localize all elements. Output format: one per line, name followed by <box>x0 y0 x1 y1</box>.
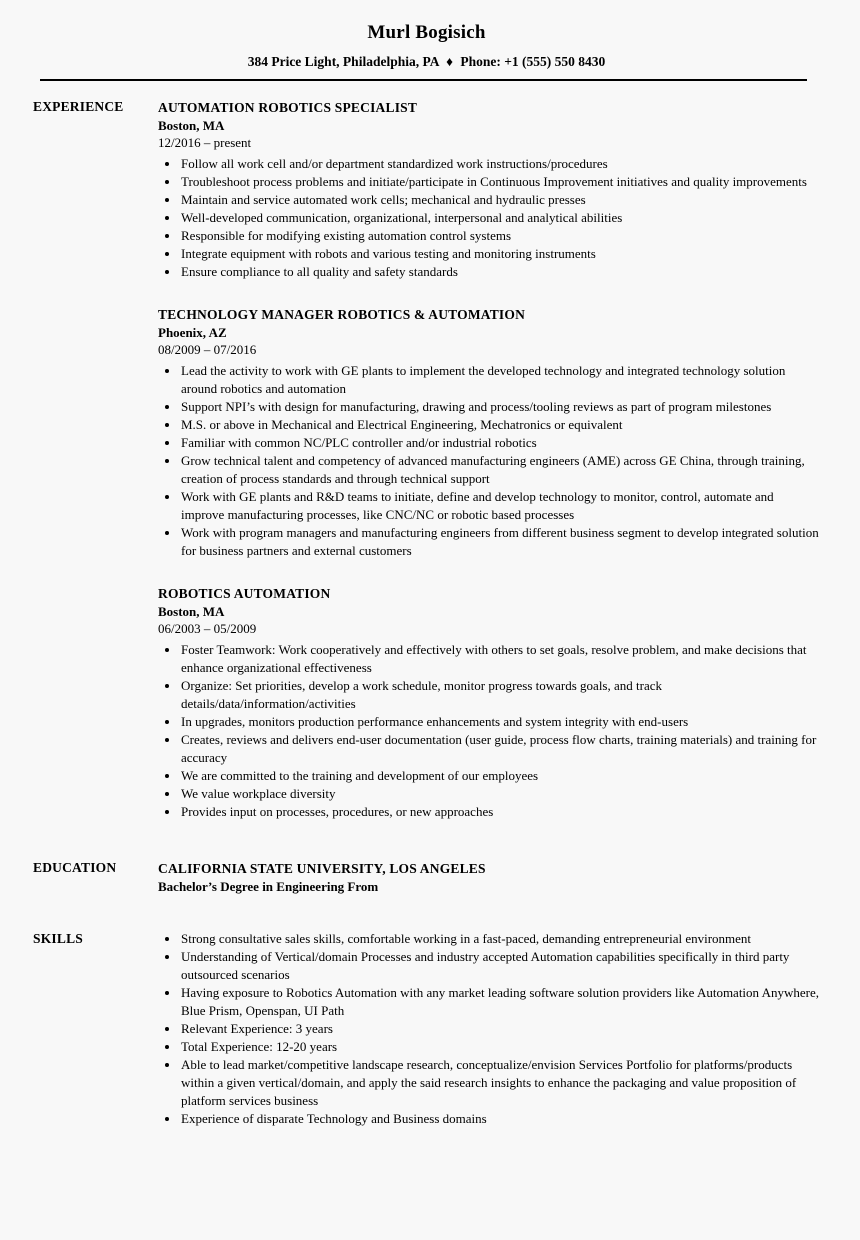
bullet-item: • Maintain and service automated work cells; mechanical and hydraulic presses <box>180 191 820 209</box>
job-dates: 12/2016 – present <box>158 135 252 150</box>
job-location: Boston, MA <box>158 604 225 619</box>
job-dates: 08/2009 – 07/2016 <box>158 342 257 357</box>
job-title: ROBOTICS AUTOMATION <box>158 586 331 601</box>
bullet-item: • M.S. or above in Mechanical and Electrical Engineering, Mechatronics or equivalent <box>180 416 820 434</box>
header-divider <box>40 79 807 81</box>
job-bullet-list <box>158 641 820 821</box>
job-bullet-list <box>158 155 820 281</box>
contact-phone: Phone: +1 (555) 550 8430 <box>460 54 606 69</box>
bullet-item: • Creates, reviews and delivers end-user documentation (user guide, process flow charts, training materials) and training for accuracy <box>180 731 820 767</box>
bullet-item: • Troubleshoot process problems and initiate/participate in Continuous Improvement initiatives and quality improvements <box>180 173 820 191</box>
bullet-item: • Follow all work cell and/or department standardized work instructions/procedures <box>180 155 820 173</box>
job-entry-2 <box>158 305 820 560</box>
job-bullet-list <box>158 362 820 560</box>
education-label: EDUCATION <box>33 860 117 875</box>
bullet-item: • Relevant Experience: 3 years <box>180 1020 820 1038</box>
bullet-item: • Work with GE plants and R&D teams to initiate, define and develop technology to monitor, control, automate and improve manufacturing processes, like CNC/NC or robotic based processes <box>180 488 820 524</box>
school-name: CALIFORNIA STATE UNIVERSITY, LOS ANGELES <box>158 861 486 876</box>
job-entry-1 <box>158 98 820 281</box>
bullet-item: • Lead the activity to work with GE plants to implement the developed technology and integrated technology solution around robotics and automation <box>180 362 820 398</box>
candidate-name: Murl Bogisich <box>367 22 486 43</box>
skills-section <box>33 930 820 1128</box>
bullet-item: • Grow technical talent and competency of advanced manufacturing engineers (AME) across GE China, through training, creation of process standards and through technical support <box>180 452 820 488</box>
education-section <box>33 859 820 896</box>
bullet-item: • Well-developed communication, organizational, interpersonal and analytical abilities <box>180 209 820 227</box>
experience-content <box>158 98 820 821</box>
contact-line <box>33 54 820 70</box>
bullet-item: • Strong consultative sales skills, comfortable working in a fast-paced, demanding entrepreneurial environment <box>180 930 820 948</box>
bullet-item: • Familiar with common NC/PLC controller and/or industrial robotics <box>180 434 820 452</box>
bullet-item: • Responsible for modifying existing automation control systems <box>180 227 820 245</box>
job-title: AUTOMATION ROBOTICS SPECIALIST <box>158 100 418 115</box>
bullet-item: • We value workplace diversity <box>180 785 820 803</box>
bullet-item: • Work with program managers and manufacturing engineers from different business segment to develop integrated solution for business partners and external customers <box>180 524 820 560</box>
job-dates: 06/2003 – 05/2009 <box>158 621 257 636</box>
skills-label: SKILLS <box>33 931 83 946</box>
skills-bullet-list <box>158 930 820 1128</box>
bullet-item: • We are committed to the training and development of our employees <box>180 767 820 785</box>
experience-section <box>33 98 820 821</box>
job-entry-3 <box>158 584 820 821</box>
job-location: Phoenix, AZ <box>158 325 227 340</box>
bullet-item: • Able to lead market/competitive landscape research, conceptualize/envision Services Portfolio for platforms/products within a given vertical/domain, and apply the said research insights to enhance the packaging and value proposition of platform services business <box>180 1056 820 1110</box>
job-location: Boston, MA <box>158 118 225 133</box>
bullet-item: • Having exposure to Robotics Automation with any market leading software solution providers like Automation Anywhere, Blue Prism, Openspan, UI Path <box>180 984 820 1020</box>
bullet-item: • Experience of disparate Technology and Business domains <box>180 1110 820 1128</box>
bullet-item: • Ensure compliance to all quality and safety standards <box>180 263 820 281</box>
skills-content <box>158 930 820 1128</box>
bullet-item: • In upgrades, monitors production performance enhancements and system integrity with end-users <box>180 713 820 731</box>
degree-name: Bachelor’s Degree in Engineering From <box>158 879 379 894</box>
bullet-item: • Total Experience: 12-20 years <box>180 1038 820 1056</box>
bullet-item: • Understanding of Vertical/domain Processes and industry accepted Automation capabilities specifically in third party outsourced scenarios <box>180 948 820 984</box>
experience-label: EXPERIENCE <box>33 99 124 114</box>
diamond-icon: ♦ <box>446 54 453 69</box>
bullet-item: • Foster Teamwork: Work cooperatively and effectively with others to set goals, resolve problem, and make decisions that enhance organizational effectiveness <box>180 641 820 677</box>
bullet-item: • Support NPI’s with design for manufacturing, drawing and process/tooling reviews as part of program milestones <box>180 398 820 416</box>
education-content <box>158 859 820 896</box>
bullet-item: • Integrate equipment with robots and various testing and monitoring instruments <box>180 245 820 263</box>
contact-address: 384 Price Light, Philadelphia, PA <box>247 54 439 69</box>
resume-header <box>33 22 820 81</box>
bullet-item: • Provides input on processes, procedures, or new approaches <box>180 803 820 821</box>
job-title: TECHNOLOGY MANAGER ROBOTICS & AUTOMATION <box>158 307 526 322</box>
bullet-item: • Organize: Set priorities, develop a work schedule, monitor progress towards goals, and track details/data/information/activities <box>180 677 820 713</box>
